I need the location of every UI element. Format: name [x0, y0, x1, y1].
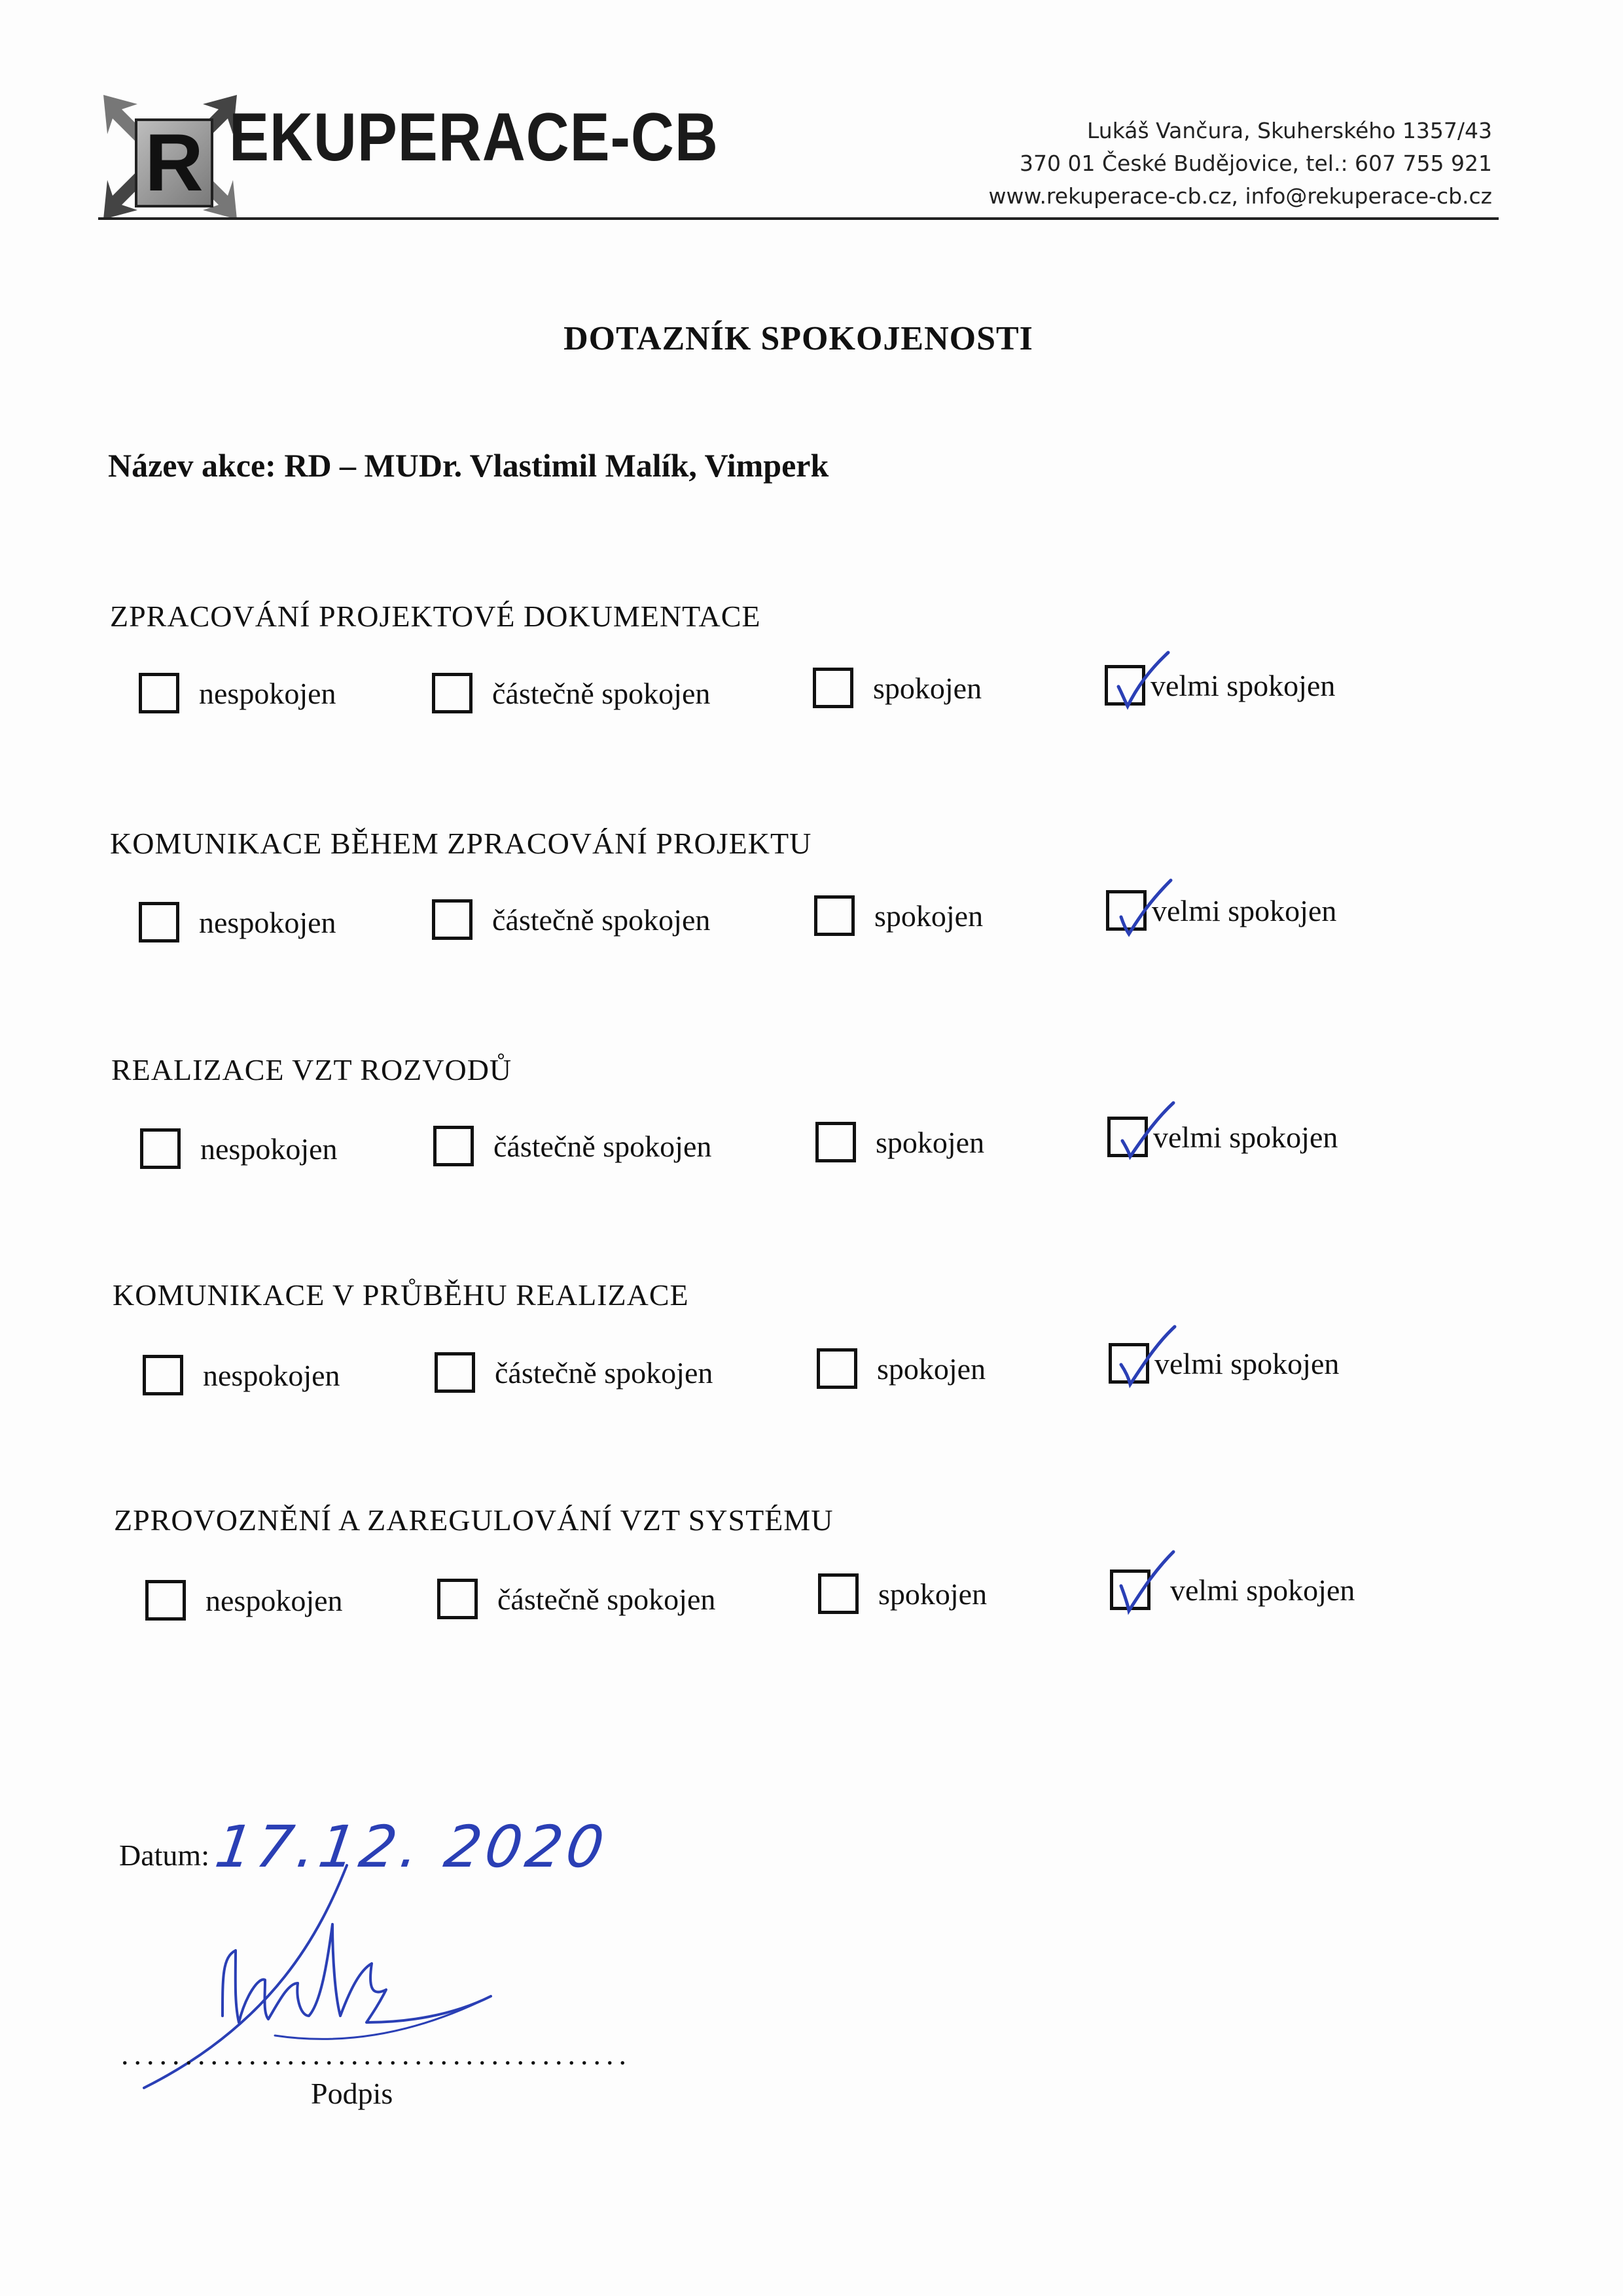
option-nespokojen[interactable] [145, 1580, 343, 1621]
checkbox-checked[interactable] [1107, 1117, 1148, 1157]
logo-letter: R [135, 118, 213, 207]
checkbox[interactable] [432, 899, 473, 940]
checkbox[interactable] [435, 1352, 475, 1393]
section-title-vzt-installation: REALIZACE VZT ROZVODŮ [111, 1053, 512, 1086]
option-label: spokojen [876, 1125, 985, 1159]
checkbox[interactable] [139, 673, 179, 713]
company-logo [98, 95, 719, 219]
section-title-project-communication: KOMUNIKACE BĚHEM ZPRACOVÁNÍ PROJEKTU [110, 827, 812, 860]
option-label: nespokojen [203, 1358, 340, 1392]
checkbox[interactable] [815, 1122, 856, 1162]
option-label: velmi spokojen [1170, 1573, 1355, 1607]
option-label: nespokojen [199, 905, 336, 939]
checkbox[interactable] [814, 895, 855, 936]
option-label: nespokojen [205, 1583, 343, 1617]
option-velmi-spokojen-checked[interactable] [1110, 1570, 1355, 1610]
checkbox[interactable] [818, 1573, 859, 1614]
option-velmi-spokojen-checked[interactable] [1109, 1343, 1339, 1384]
signature-line: ........................................ [121, 2037, 632, 2071]
document-title: DOTAZNÍK SPOKOJENOSTI [563, 320, 1033, 357]
company-contact [989, 115, 1493, 213]
option-castecne-spokojen[interactable] [432, 899, 710, 940]
checkbox[interactable] [433, 1126, 474, 1166]
checkbox-checked[interactable] [1109, 1343, 1149, 1384]
header-divider [98, 217, 1499, 220]
option-velmi-spokojen-checked[interactable] [1106, 890, 1336, 931]
option-label: nespokojen [200, 1132, 338, 1166]
option-label: částečně spokojen [492, 676, 711, 710]
option-label: spokojen [874, 899, 984, 933]
checkbox[interactable] [437, 1579, 478, 1619]
section-title-realization-communication: KOMUNIKACE V PRŮBĚHU REALIZACE [113, 1278, 689, 1312]
checkbox[interactable] [140, 1128, 181, 1169]
option-label: částečně spokojen [493, 1129, 712, 1163]
checkbox[interactable] [143, 1355, 183, 1395]
option-label: nespokojen [199, 676, 336, 710]
option-label: velmi spokojen [1150, 668, 1336, 702]
option-velmi-spokojen-checked[interactable] [1107, 1117, 1338, 1157]
checkmark-icon [1107, 874, 1179, 946]
checkbox[interactable] [139, 902, 179, 942]
checkbox[interactable] [432, 673, 473, 713]
option-label: velmi spokojen [1152, 893, 1337, 927]
option-castecne-spokojen[interactable] [435, 1352, 713, 1393]
checkmark-icon [1108, 1100, 1180, 1172]
option-nespokojen[interactable] [139, 673, 336, 713]
option-label: velmi spokojen [1154, 1346, 1340, 1380]
signature-label: Podpis [311, 2077, 393, 2110]
checkbox[interactable] [813, 668, 853, 708]
option-nespokojen[interactable] [140, 1128, 338, 1169]
option-label: spokojen [878, 1577, 988, 1611]
option-nespokojen[interactable] [139, 902, 336, 942]
section-title-project-documentation: ZPRACOVÁNÍ PROJEKTOVÉ DOKUMENTACE [110, 600, 761, 633]
option-velmi-spokojen-checked[interactable] [1105, 665, 1335, 706]
action-name: Název akce: RD – MUDr. Vlastimil Malík, Vimperk [108, 447, 829, 484]
contact-line-city-phone: 370 01 České Budějovice, tel.: 607 755 921 [1020, 151, 1492, 176]
contact-line-web-email: www.rekuperace-cb.cz, info@rekuperace-cb.cz [988, 183, 1492, 209]
logo-text: EKUPERACE-CB [229, 99, 719, 175]
checkmark-icon [1111, 1553, 1183, 1625]
option-spokojen[interactable] [814, 895, 983, 936]
option-nespokojen[interactable] [143, 1355, 340, 1395]
checkbox-checked[interactable] [1105, 665, 1145, 706]
option-spokojen[interactable] [817, 1348, 986, 1389]
date-label: Datum: [119, 1839, 209, 1872]
checkmark-icon [1109, 1327, 1181, 1399]
checkmark-icon [1105, 649, 1177, 721]
section-title-commissioning: ZPROVOZNĚNÍ A ZAREGULOVÁNÍ VZT SYSTÉMU [114, 1503, 834, 1537]
date-value: 17.12. 2020 [211, 1813, 613, 1880]
option-spokojen[interactable] [813, 668, 982, 708]
contact-line-address: Lukáš Vančura, Skuherského 1357/43 [1087, 118, 1492, 143]
option-label: spokojen [873, 671, 982, 705]
checkbox-checked[interactable] [1106, 890, 1147, 931]
option-label: spokojen [877, 1352, 986, 1386]
option-label: částečně spokojen [497, 1582, 716, 1616]
checkbox-checked[interactable] [1110, 1570, 1150, 1610]
option-spokojen[interactable] [818, 1573, 987, 1614]
option-label: částečně spokojen [492, 903, 711, 937]
option-castecne-spokojen[interactable] [437, 1579, 715, 1619]
checkbox[interactable] [817, 1348, 857, 1389]
option-label: velmi spokojen [1153, 1120, 1338, 1154]
option-castecne-spokojen[interactable] [432, 673, 710, 713]
option-label: částečně spokojen [495, 1355, 713, 1390]
checkbox[interactable] [145, 1580, 186, 1621]
option-castecne-spokojen[interactable] [433, 1126, 711, 1166]
option-spokojen[interactable] [815, 1122, 984, 1162]
